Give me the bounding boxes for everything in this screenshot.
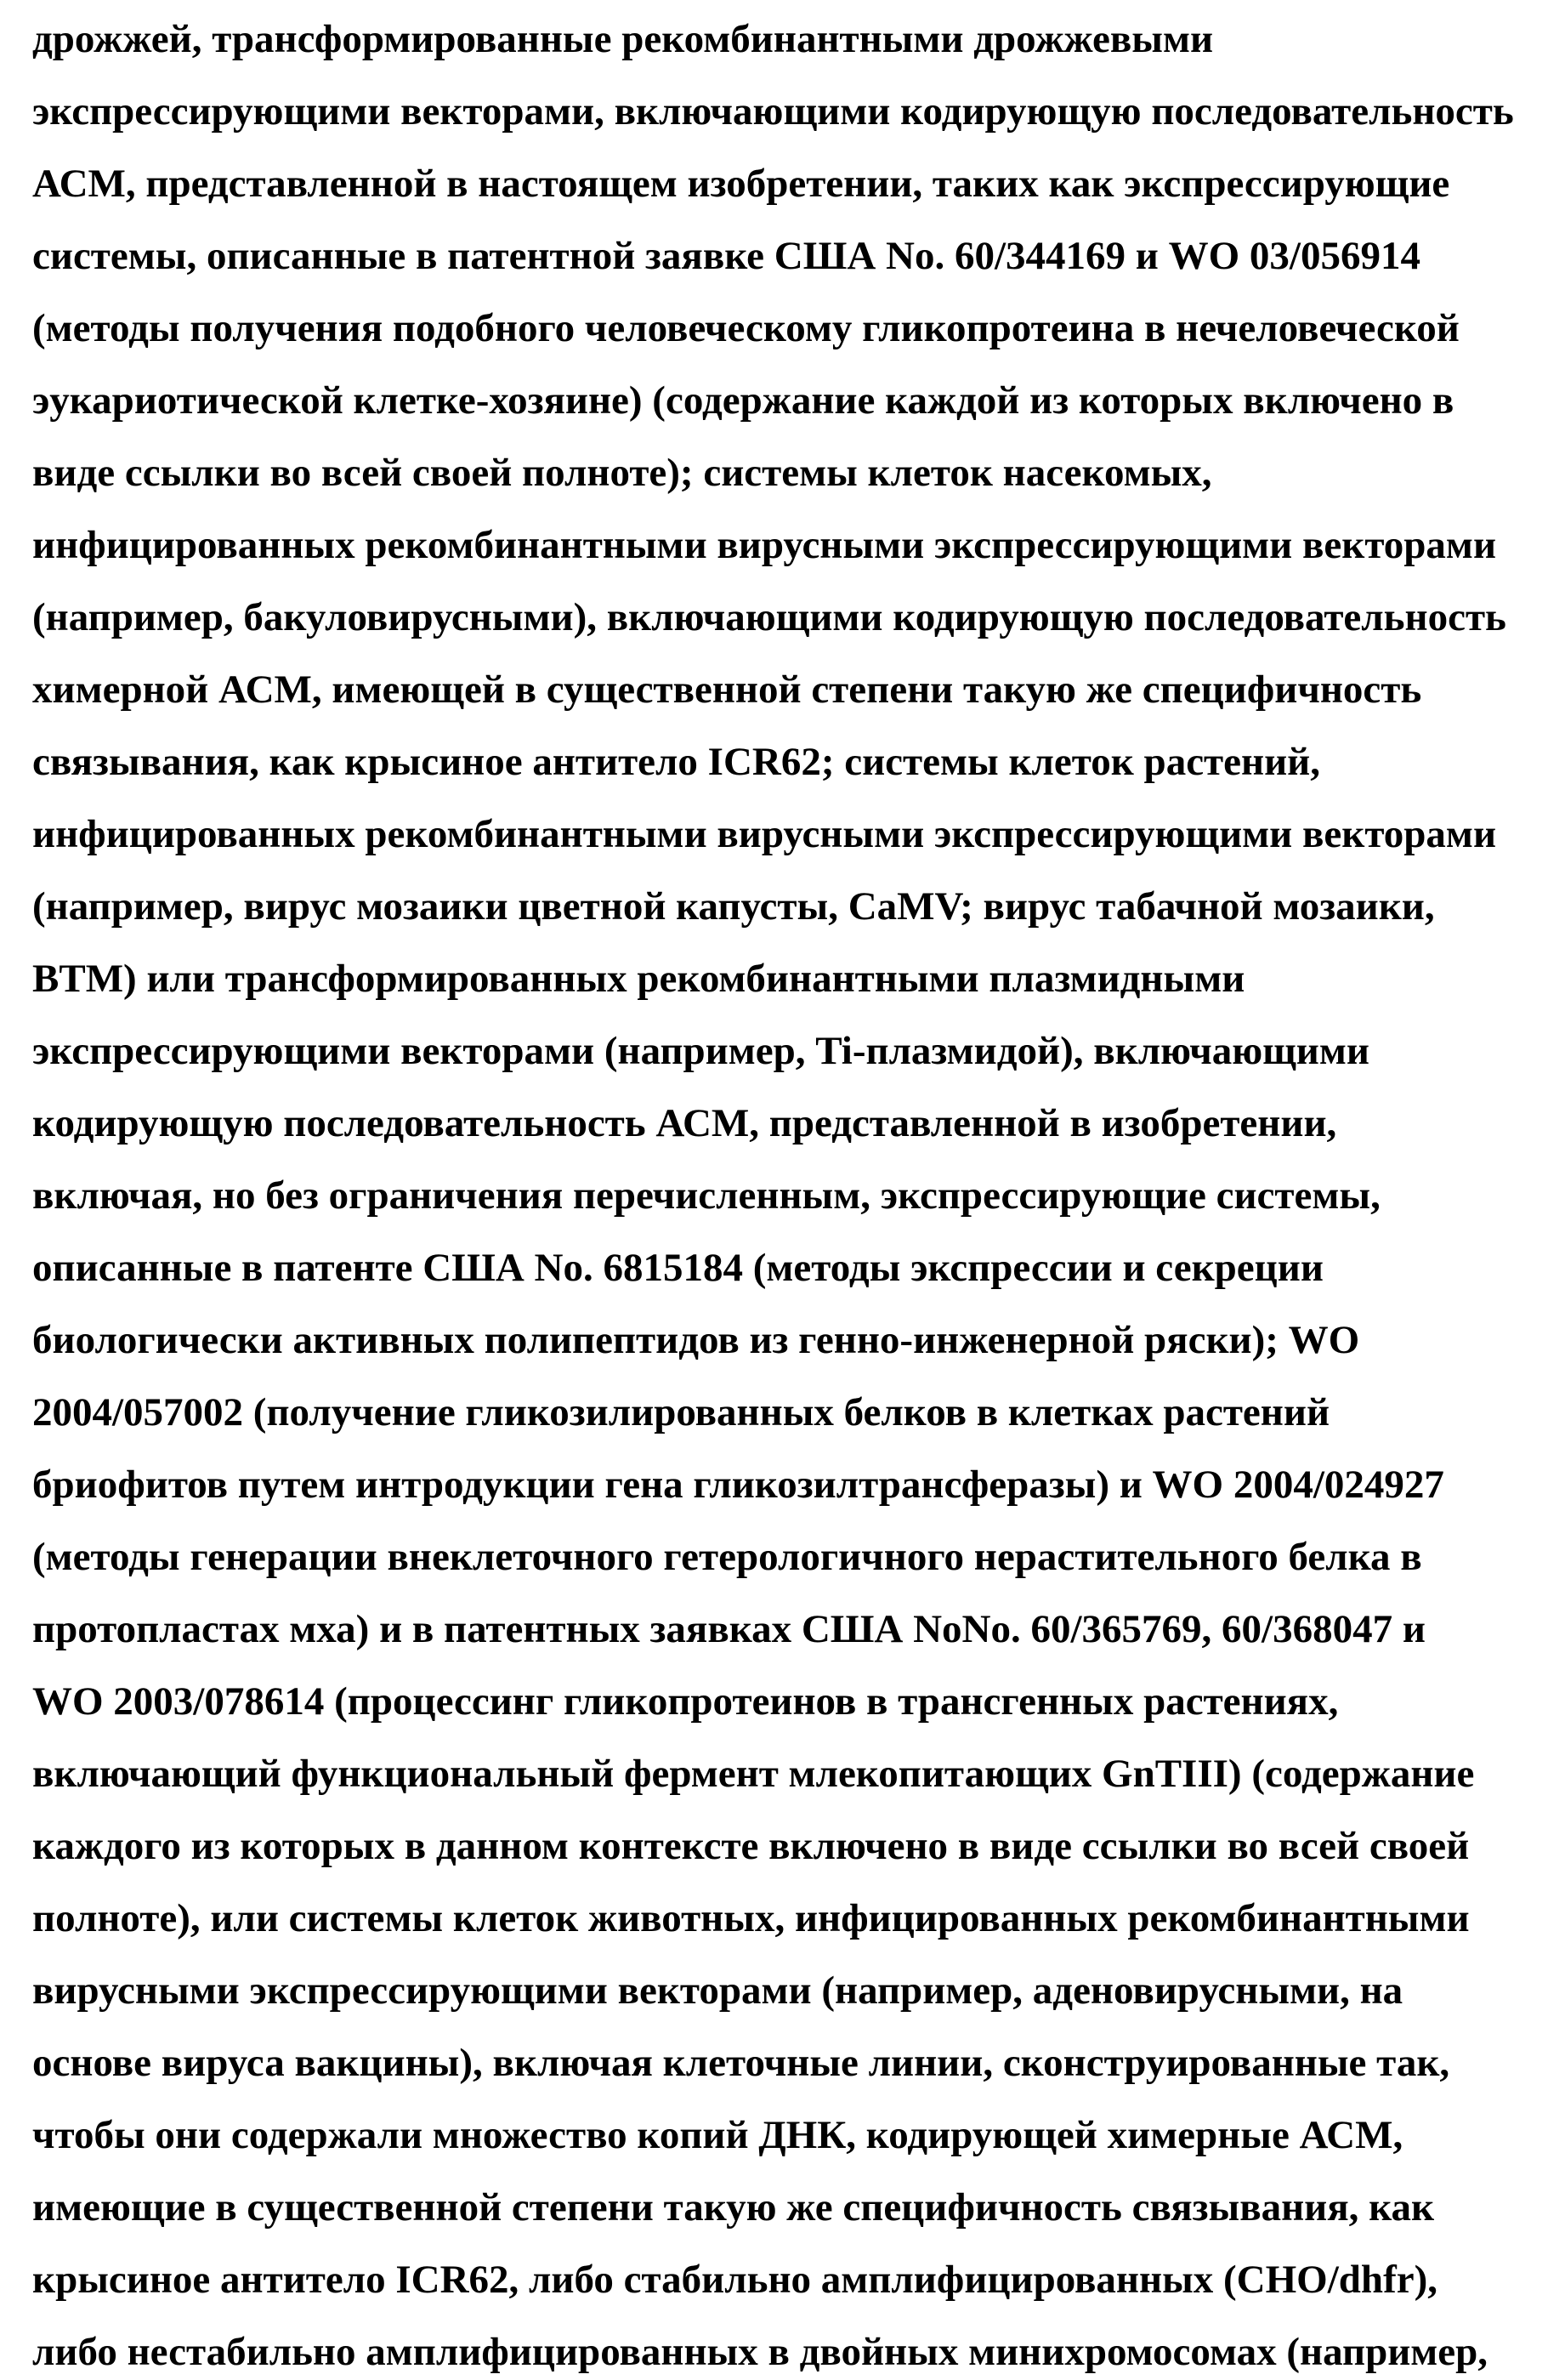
text-line: (методы получения подобного человеческому гликопротеина в нечеловеческой [32, 306, 1460, 350]
text-line: 2004/057002 (получение гликозилированных белков в клетках растений [32, 1390, 1330, 1434]
text-line: описанные в патенте США No. 6815184 (методы экспрессии и секреции [32, 1246, 1324, 1290]
text-line: инфицированных рекомбинантными вирусными экспрессирующими векторами [32, 523, 1497, 567]
text-line: (например, вирус мозаики цветной капусты, CaMV; вирус табачной мозаики, [32, 884, 1435, 929]
text-line: экспрессирующими векторами (например, Ti-плазмидой), включающими [32, 1029, 1369, 1073]
text-line: дрожжей, трансформированные рекомбинантными дрожжевыми [32, 17, 1214, 61]
text-line: имеющие в существенной степени такую же специфичность связывания, как [32, 2185, 1435, 2229]
text-line: инфицированных рекомбинантными вирусными экспрессирующими векторами [32, 812, 1497, 856]
text-line: виде ссылки во всей своей полноте); системы клеток насекомых, [32, 451, 1212, 495]
text-line: АСМ, представленной в настоящем изобретении, таких как экспрессирующие [32, 162, 1450, 206]
text-line: бриофитов путем интродукции гена гликозилтрансферазы) и WO 2004/024927 [32, 1463, 1444, 1507]
text-line: включая, но без ограничения перечисленным, экспрессирующие системы, [32, 1173, 1381, 1218]
text-line: включающий функциональный фермент млекопитающих GnTIII) (содержание [32, 1752, 1475, 1796]
text-line: кодирующую последовательность АСМ, представленной в изобретении, [32, 1101, 1337, 1145]
text-line: связывания, как крысиное антитело ICR62; системы клеток растений, [32, 740, 1320, 784]
text-line: (например, бакуловирусными), включающими кодирующую последовательность [32, 595, 1506, 639]
text-line: экспрессирующими векторами, включающими кодирующую последовательность [32, 89, 1514, 133]
text-line: биологически активных полипептидов из генно-инженерной ряски); WO [32, 1318, 1360, 1362]
text-line: чтобы они содержали множество копий ДНК, кодирующей химерные АСМ, [32, 2113, 1403, 2157]
text-line: эукариотической клетке-хозяине) (содержание каждой из которых включено в [32, 378, 1454, 423]
text-line: вирусными экспрессирующими векторами (например, аденовирусными, на [32, 1968, 1403, 2013]
text-line: (методы генерации внеклеточного гетерологичного нерастительного белка в [32, 1535, 1422, 1579]
text-line: либо нестабильно амплифицированных в двойных минихромосомах (например, [32, 2330, 1488, 2374]
text-line: основе вируса вакцины), включая клеточные линии, сконструированные так, [32, 2041, 1450, 2085]
text-line: крысиное антитело ICR62, либо стабильно амплифицированных (CHO/dhfr), [32, 2258, 1437, 2302]
text-line: протопластах мха) и в патентных заявках США NoNo. 60/365769, 60/368047 и [32, 1607, 1426, 1651]
text-line: системы, описанные в патентной заявке США No. 60/344169 и WO 03/056914 [32, 234, 1420, 278]
text-line: химерной АСМ, имеющей в существенной степени такую же специфичность [32, 667, 1422, 712]
text-line: BTM) или трансформированных рекомбинантными плазмидными [32, 957, 1245, 1001]
text-line: WO 2003/078614 (процессинг гликопротеинов в трансгенных растениях, [32, 1679, 1339, 1724]
text-line: полноте), или системы клеток животных, инфицированных рекомбинантными [32, 1896, 1470, 1940]
text-line: каждого из которых в данном контексте включено в виде ссылки во всей своей [32, 1824, 1470, 1868]
